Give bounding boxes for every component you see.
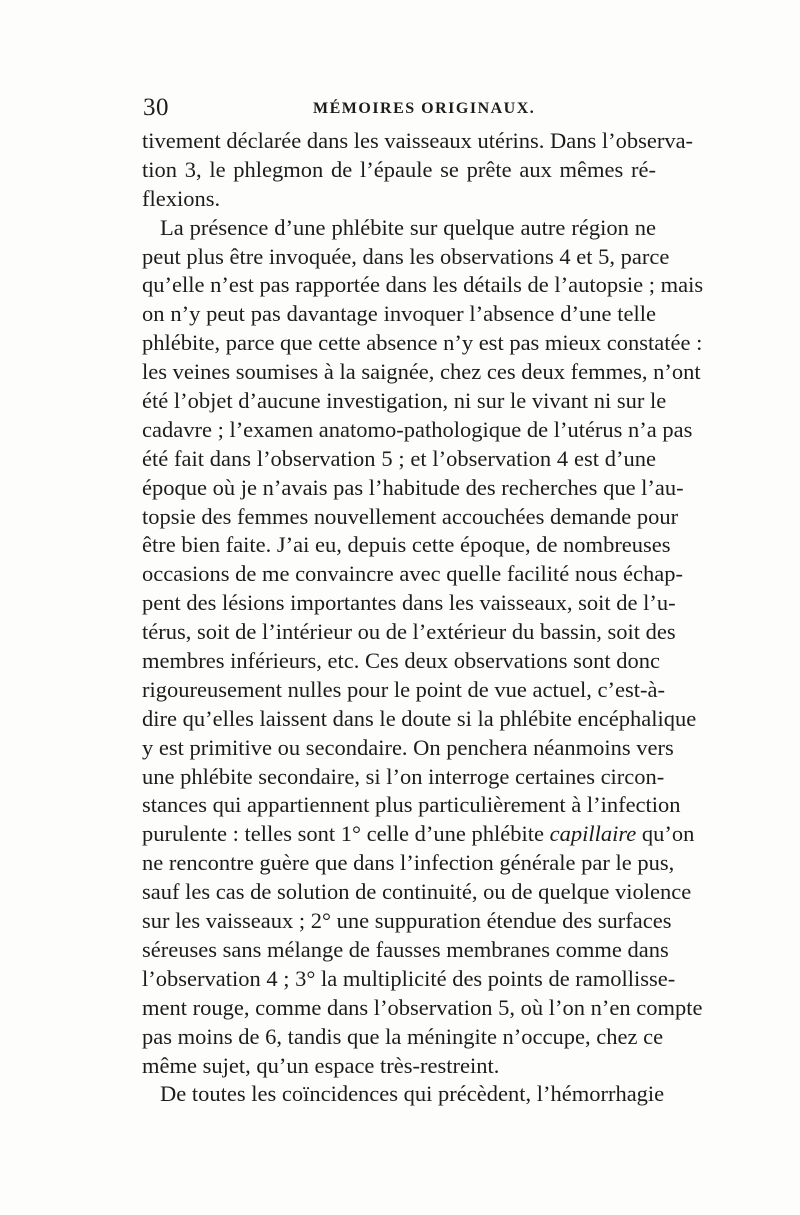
text-line: qu’elle n’est pas rapportée dans les détails de l’autopsie ; mais [142, 272, 704, 298]
body-text [142, 127, 704, 1109]
text-line: ment rouge, comme dans l’observation 5, où l’on n’en compte [142, 994, 703, 1020]
text-line: on n’y peut pas davantage invoquer l’absence d’une telle [142, 301, 656, 327]
text-line: sur les vaisseaux ; 2° une suppuration étendue des surfaces [142, 908, 672, 934]
text-line: dire qu’elles laissent dans le doute si la phlébite encéphalique [142, 705, 697, 731]
text-line: y est primitive ou secondaire. On penchera néanmoins vers [142, 734, 674, 760]
text-line: ne rencontre guère que dans l’infection générale par le pus, [142, 850, 675, 876]
text-line: époque où je n’avais pas l’habitude des recherches que l’au- [142, 474, 684, 500]
text-line: membres inférieurs, etc. Ces deux observations sont donc [142, 648, 660, 674]
running-title: MÉMOIRES ORIGINAUX. [313, 100, 536, 117]
text-line: stances qui appartiennent plus particulièrement à l’infection [142, 792, 681, 818]
running-head [143, 93, 657, 123]
text-line: même sujet, qu’un espace très-restreint. [142, 1052, 500, 1078]
text-segment: purulente : telles sont 1° celle d’une phlébite [142, 821, 545, 847]
text-line: phlébite, parce que cette absence n’y est pas mieux constatée : [142, 330, 703, 356]
italic-term: capillaire [549, 821, 637, 847]
text-line: séreuses sans mélange de fausses membranes comme dans [142, 936, 669, 962]
text-line: pas moins de 6, tandis que la méningite n’occupe, chez ce [142, 1023, 664, 1049]
paragraph-first-line: De toutes les coïncidences qui précèdent, l’hémorrhagie [160, 1081, 665, 1107]
text-line: pent des lésions importantes dans les vaisseaux, soit de l’u- [142, 590, 676, 616]
text-line: sauf les cas de solution de continuité, ou de quelque violence [142, 879, 692, 905]
text-line: topsie des femmes nouvellement accouchées demande pour [142, 503, 679, 529]
text-line: une phlébite secondaire, si l’on interroge certaines circon- [142, 763, 665, 789]
text-line: rigoureusement nulles pour le point de vue actuel, c’est-à- [142, 676, 665, 702]
text-line: tion 3, le phlegmon de l’épaule se prête aux mêmes ré- [142, 156, 656, 182]
page-number: 30 [143, 94, 169, 121]
text-line: peut plus être invoquée, dans les observations 4 et 5, parce [142, 243, 670, 269]
text-line: été fait dans l’observation 5 ; et l’observation 4 est d’une [142, 445, 656, 471]
text-line: flexions. [142, 185, 221, 211]
text-line: être bien faite. J’ai eu, depuis cette époque, de nombreuses [142, 532, 671, 558]
text-segment: qu’on [641, 821, 695, 847]
text-line: cadavre ; l’examen anatomo-pathologique de l’utérus n’a pas [142, 416, 693, 442]
text-line-mixed [142, 820, 695, 849]
text-line: les veines soumises à la saignée, chez ces deux femmes, n’ont [142, 359, 701, 385]
paragraph-first-line: La présence d’une phlébite sur quelque autre région ne [160, 214, 656, 240]
text-line: été l’objet d’aucune investigation, ni sur le vivant ni sur le [142, 388, 667, 414]
text-line: occasions de me convaincre avec quelle facilité nous échap- [142, 561, 683, 587]
text-line: tivement déclarée dans les vaisseaux utérins. Dans l’observa- [142, 128, 694, 153]
text-line: térus, soit de l’intérieur ou de l’extérieur du bassin, soit des [142, 619, 676, 645]
text-line: l’observation 4 ; 3° la multiplicité des points de ramollisse- [142, 965, 676, 991]
